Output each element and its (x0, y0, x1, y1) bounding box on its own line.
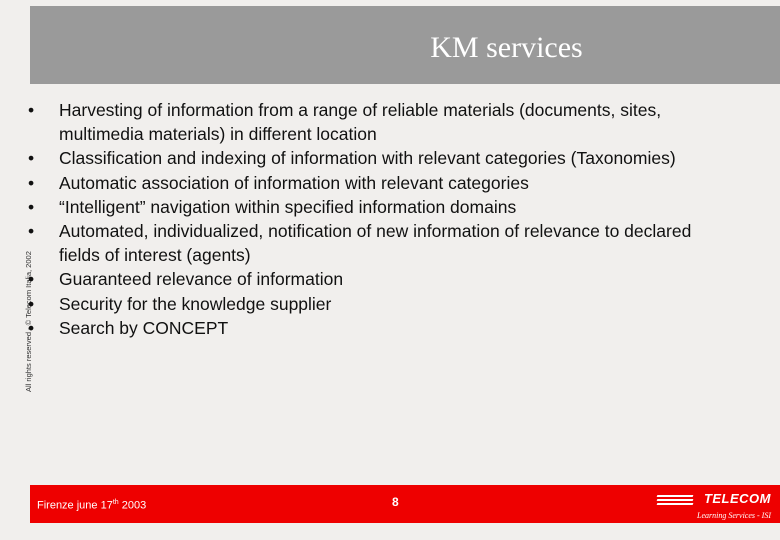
telecom-logo (651, 489, 771, 521)
footer-date (37, 499, 146, 512)
bullet-item: • Automatic association of information with relevant categories (28, 171, 708, 195)
title-bar (30, 6, 780, 84)
page-number: 8 (392, 495, 399, 509)
bullet-item: • Automated, individualized, notification of new information of relevance to declared fields of interest (agents) (28, 219, 708, 267)
logo-subtitle: Learning Services - ISI (697, 511, 771, 520)
footer-date-suffix: th (112, 499, 119, 506)
bullet-item: • Guaranteed relevance of information (28, 267, 708, 291)
footer-date-year: 2003 (118, 499, 147, 512)
logo-stripes-icon (657, 495, 693, 507)
footer-date-prefix: Firenze june 17 (37, 499, 113, 512)
copyright-notice: All rights reserved - © Telecom Italia, 2002 (24, 251, 33, 392)
bullet-item: • Security for the knowledge supplier (28, 292, 708, 316)
bullet-item: • “Intelligent” navigation within specified information domains (28, 195, 708, 219)
bullet-item: • Harvesting of information from a range of reliable materials (documents, sites, multimedia materials) in different location (28, 98, 708, 146)
bullet-item: • Classification and indexing of information with relevant categories (Taxonomies) (28, 146, 708, 170)
footer-bar (30, 485, 780, 523)
bullet-item: • Search by CONCEPT (28, 316, 708, 340)
bullet-list (28, 98, 708, 340)
logo-word: TELECOM (703, 491, 771, 506)
slide-title: KM services (430, 31, 583, 64)
